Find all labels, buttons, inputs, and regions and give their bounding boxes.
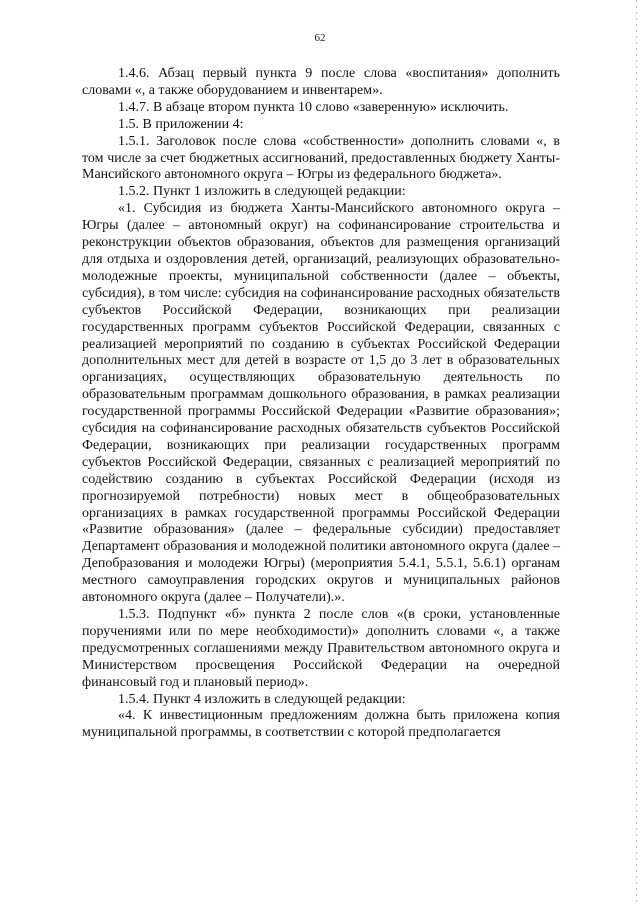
paragraph-1-5-2: 1.5.2. Пункт 1 изложить в следующей редакции:: [118, 184, 406, 200]
page-number: 62: [314, 32, 326, 44]
scan-edge-line: [636, 0, 637, 905]
paragraph-investment-text: «4. К инвестиционным предложениям должна быть приложена копия муниципальной программы, в соответствии с которой предполагается: [82, 708, 560, 741]
paragraph-1-5-4: 1.5.4. Пункт 4 изложить в следующей редакции:: [118, 691, 406, 707]
paragraph-1-5: 1.5. В приложении 4:: [118, 116, 244, 132]
document-body: [82, 66, 560, 742]
paragraph-subsidy-text: «1. Субсидия из бюджета Ханты-Мансийского автономного округа – Югры (далее – автономный округ) на софинансирование строительства и реконструкции объектов образования, объектов для размещения организаций для отдыха и оздоровления детей, организаций, реализующих образовательно-молодежные проекты, муниципальной собственности (далее – объекты, субсидия), в том числе: субсидия на софинансирование расходных обязательств субъектов Российской Федерации, возникающих при реализации государственных программ субъектов Российской Федерации, связанных с реализацией мероприятий по созданию в субъектах Российской Федерации дополнительных мест для детей в возрасте от 1,5 до 3 лет в образовательных организациях, осуществляющих образовательную деятельность по образовательным программам дошкольного образования, в рамках реализации государственной программы Российской Федерации «Развитие образования»; субсидия на софинансирование расходных обязательств субъектов Российской Федерации, возникающих при реализации государственных программ субъектов Российской Федерации, связанных с реализацией мероприятий по содействию созданию в субъектах Российской Федерации (исходя из прогнозируемой потребности) новых мест в общеобразовательных организациях в рамках государственной программы Российской Федерации «Развитие образования» (далее – федеральные субсидии) предоставляет Департамент образования и молодежной политики автономного округа (далее – Депобразования и молодежи Югры) (мероприятия 5.4.1, 5.5.1, 5.6.1) органам местного самоуправления городских округов и муниципальных районов автономного округа (далее – Получатели).».: [82, 201, 560, 606]
paragraph-1-5-1: 1.5.1. Заголовок после слова «собственности» дополнить словами «, в том числе за счет бюджетных ассигнований, предоставленных бюджету Ханты-Мансийского автономного округа – Югры из федерального бюджета».: [82, 133, 560, 183]
paragraph-1-5-3: 1.5.3. Подпункт «б» пункта 2 после слов «(в сроки, установленные поручениями или по мере необходимости)» дополнить словами «, а также предусмотренных соглашениями между Правительством автономного округа и Министерством просвещения Российской Федерации на очередной финансовый год и плановый период».: [82, 607, 560, 690]
paragraph-1-4-6: 1.4.6. Абзац первый пункта 9 после слова «воспитания» дополнить словами «, а также оборудованием и инвентарем».: [82, 66, 560, 98]
paragraph-1-4-7: 1.4.7. В абзаце втором пункта 10 слово «заверенную» исключить.: [118, 99, 509, 115]
